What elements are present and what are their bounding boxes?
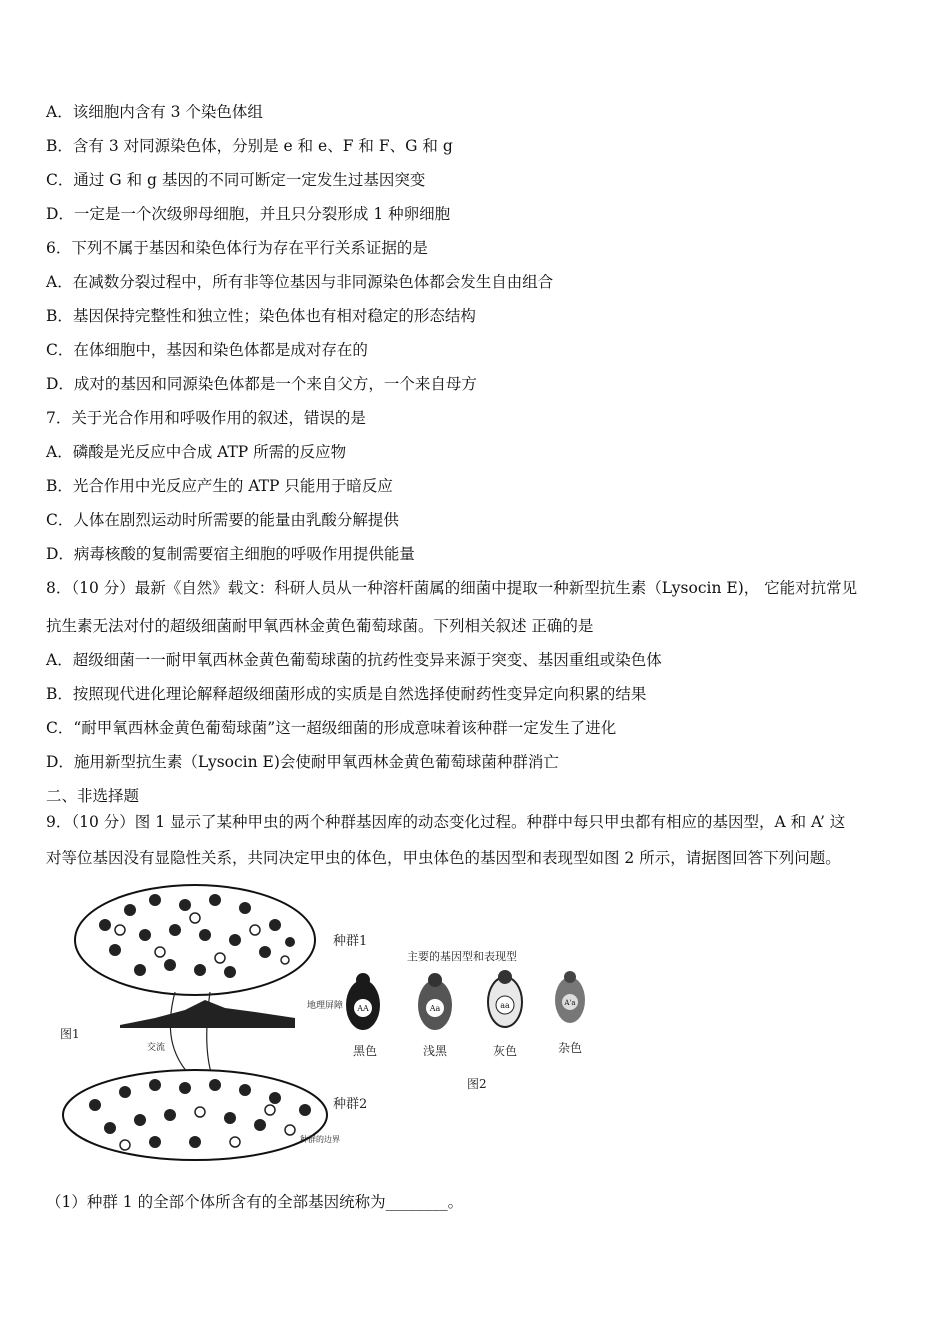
- exchange-label: 交流: [147, 1043, 166, 1053]
- beetle-population-figure: [55, 880, 615, 1170]
- q9-stem-line2: 对等位基因没有显隐性关系，共同决定甲虫的体色，甲虫体色的基因型和表现型如图 2 所示，请据图回答下列问题。: [46, 849, 841, 867]
- beetle-aa-black: [346, 973, 380, 1058]
- q5-option-b: B．含有 3 对同源染色体，分别是 e 和 e、F 和 F、G 和 g: [46, 137, 453, 155]
- geographic-barrier: [120, 1000, 295, 1028]
- svg-text:灰色: 灰色: [492, 1044, 518, 1058]
- q8-option-c: C．“耐甲氧西林金黄色葡萄球菌”这一超级细菌的形成意味着该种群一定发生了进化: [46, 719, 617, 737]
- svg-text:杂色: 杂色: [557, 1041, 583, 1055]
- q7-option-c: C．人体在剧烈运动时所需要的能量由乳酸分解提供: [46, 511, 399, 529]
- q5-option-a: A．该细胞内含有 3 个染色体组: [46, 103, 263, 121]
- svg-text:Aa: Aa: [429, 1004, 441, 1013]
- svg-text:浅黑: 浅黑: [422, 1044, 448, 1058]
- q8-option-b: B．按照现代进化理论解释超级细菌形成的实质是自然选择使耐药性变异定向积累的结果: [46, 685, 647, 703]
- svg-text:aa: aa: [500, 1001, 510, 1010]
- section-heading: 二、非选择题: [46, 787, 140, 805]
- fig1-label: 图1: [60, 1027, 80, 1041]
- q7-stem: 7．关于光合作用和呼吸作用的叙述，错误的是: [46, 409, 366, 427]
- population2-label: 种群2: [333, 1097, 368, 1112]
- q6-option-d: D．成对的基因和同源染色体都是一个来自父方，一个来自母方: [46, 375, 477, 393]
- svg-text:AA: AA: [357, 1004, 369, 1013]
- q8-option-a: A．超级细菌一一耐甲氧西林金黄色葡萄球菌的抗药性变异来源于突变、基因重组或染色体: [46, 651, 662, 669]
- q8-option-d: D．施用新型抗生素（Lysocin E)会使耐甲氧西林金黄色葡萄球菌种群消亡: [46, 753, 559, 771]
- q8-stem-line2: 抗生素无法对付的超级细菌耐甲氧西林金黄色葡萄球菌。下列相关叙述 正确的是: [46, 617, 594, 635]
- svg-text:黑色: 黑色: [352, 1044, 378, 1058]
- beetle-mixed: [555, 971, 585, 1055]
- q9-sub1: （1）种群 1 的全部个体所含有的全部基因统称为________。: [46, 1193, 464, 1211]
- q8-stem-line1: 8．（10 分）最新《自然》载文：科研人员从一种溶杆菌属的细菌中提取一种新型抗生素（Lysocin E)， 它能对抗常见: [46, 579, 858, 597]
- population1-label: 种群1: [333, 934, 368, 949]
- q6-stem: 6．下列不属于基因和染色体行为存在平行关系证据的是: [46, 239, 428, 257]
- q5-option-d: D．一定是一个次级卵母细胞，并且只分裂形成 1 种卵细胞: [46, 205, 451, 223]
- q6-option-c: C．在体细胞中，基因和染色体都是成对存在的: [46, 341, 368, 359]
- q6-option-a: A．在减数分裂过程中，所有非等位基因与非同源染色体都会发生自由组合: [46, 273, 554, 291]
- fig2-title: 主要的基因型和表现型: [407, 950, 517, 963]
- beetle-aa-light-black: [418, 973, 452, 1058]
- q7-option-d: D．病毒核酸的复制需要宿主细胞的呼吸作用提供能量: [46, 545, 415, 563]
- q7-option-a: A．磷酸是光反应中合成 ATP 所需的反应物: [46, 443, 347, 461]
- q9-stem-line1: 9．（10 分）图 1 显示了某种甲虫的两个种群基因库的动态变化过程。种群中每只甲虫都有相应的基因型，A 和 A’ 这: [46, 813, 846, 831]
- barrier-label: 地理屏障: [307, 1001, 344, 1011]
- fig2-label: 图2: [467, 1077, 487, 1091]
- q7-option-b: B．光合作用中光反应产生的 ATP 只能用于暗反应: [46, 477, 393, 495]
- beetle-aa-grey: [488, 970, 522, 1058]
- q5-option-c: C．通过 G 和 g 基因的不同可断定一定发生过基因突变: [46, 171, 426, 189]
- q6-option-b: B．基因保持完整性和独立性；染色体也有相对稳定的形态结构: [46, 307, 476, 325]
- svg-text:A'a: A'a: [564, 999, 576, 1007]
- population1-ellipse: [75, 885, 315, 995]
- boundary-label: 种群的边界: [300, 1135, 340, 1144]
